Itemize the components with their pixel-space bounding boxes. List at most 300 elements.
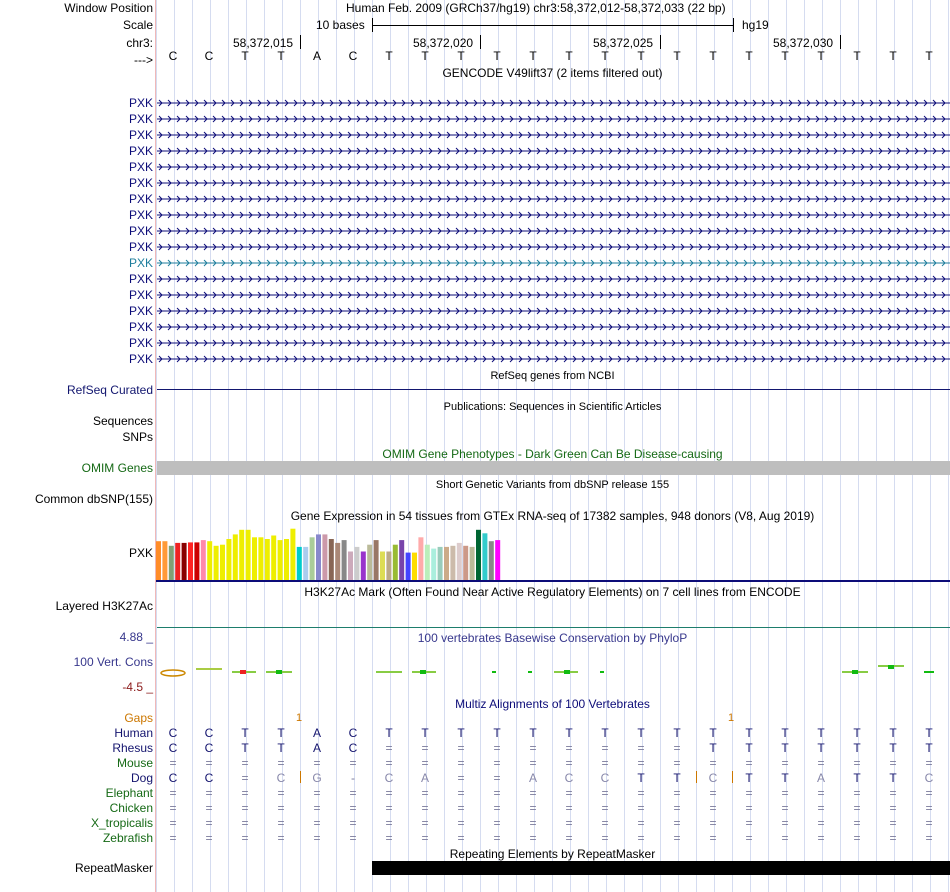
alignment-base: = (781, 756, 789, 770)
gtex-bar[interactable] (380, 552, 385, 581)
gtex-bar[interactable] (214, 546, 219, 580)
alignment-base: = (709, 801, 717, 815)
alignment-base: = (817, 831, 825, 845)
alignment-base: = (241, 831, 249, 845)
alignment-base: = (421, 801, 429, 815)
gtex-bar[interactable] (284, 539, 289, 580)
gtex-bar[interactable] (265, 539, 270, 580)
alignment-base: = (889, 756, 897, 770)
gtex-bar[interactable] (476, 530, 481, 580)
alignment-base: = (493, 831, 501, 845)
species-label[interactable]: Dog (130, 771, 153, 785)
alignment-base: = (385, 786, 393, 800)
gtex-bar[interactable] (450, 546, 455, 580)
alignment-base: = (169, 786, 177, 800)
alignment-base: = (637, 786, 645, 800)
gencode-transcript[interactable] (157, 226, 950, 236)
alignment-base: A (816, 771, 825, 785)
alignment-base: = (601, 801, 609, 815)
gtex-bar[interactable] (489, 541, 494, 580)
gencode-transcript[interactable] (157, 290, 950, 300)
alignment-base: = (745, 801, 753, 815)
gencode-gene-label[interactable]: PXK (128, 224, 153, 238)
gtex-bar[interactable] (239, 530, 244, 580)
gencode-transcript[interactable] (157, 242, 950, 252)
gencode-transcript[interactable] (157, 354, 950, 364)
publications-sequences-label[interactable]: Sequences (92, 414, 153, 428)
gtex-bar[interactable] (322, 534, 327, 580)
gtex-bar[interactable] (297, 547, 302, 580)
gap-count: 1 (296, 712, 303, 724)
gencode-gene-label[interactable]: PXK (128, 304, 153, 318)
gtex-bar[interactable] (495, 540, 500, 580)
alignment-base: = (457, 756, 465, 770)
phylop-label[interactable]: 100 Vert. Cons (73, 655, 153, 669)
alignment-base: = (529, 816, 537, 830)
gencode-transcript[interactable] (157, 258, 950, 268)
alignment-base: T (745, 771, 753, 785)
alignment-base: C (924, 771, 934, 785)
alignment-base: = (565, 741, 573, 755)
gtex-bar[interactable] (188, 542, 193, 580)
publications-snps-label[interactable]: SNPs (122, 430, 153, 444)
alignment-base: = (205, 801, 213, 815)
alignment-base: = (241, 816, 249, 830)
alignment-base: A (420, 771, 429, 785)
gencode-transcript[interactable] (157, 162, 950, 172)
alignment-base: = (673, 786, 681, 800)
refseq-title: RefSeq genes from NCBI (490, 370, 615, 382)
sequence-base: T (601, 49, 609, 63)
alignment-base: T (781, 726, 789, 740)
alignment-base: = (277, 801, 285, 815)
phylop-top: 4.88 _ (119, 630, 153, 644)
h3k27ac-label[interactable]: Layered H3K27Ac (55, 599, 153, 613)
alignment-base: = (493, 756, 501, 770)
alignment-base: C (384, 771, 394, 785)
gencode-transcript[interactable] (157, 146, 950, 156)
alignment-base: = (565, 756, 573, 770)
alignment-base: C (204, 726, 214, 740)
alignment-base: C (348, 741, 358, 755)
alignment-base: T (709, 726, 717, 740)
position-label: 58,372,020 (413, 36, 474, 50)
alignment-base: C (168, 771, 178, 785)
omim-title: OMIM Gene Phenotypes - Dark Green Can Be Disease-causing (382, 447, 723, 461)
alignment-base: = (529, 741, 537, 755)
gtex-bar[interactable] (271, 536, 276, 581)
alignment-base: = (421, 786, 429, 800)
alignment-base: = (385, 741, 393, 755)
sequence-base: T (925, 49, 933, 63)
gencode-gene-label[interactable]: PXK (128, 144, 153, 158)
gencode-gene-label[interactable]: PXK (128, 256, 153, 270)
alignment-base: = (529, 831, 537, 845)
alignment-base: = (385, 801, 393, 815)
position-label: 58,372,025 (593, 36, 654, 50)
gtex-bar[interactable] (162, 541, 167, 580)
alignment-base: = (925, 816, 933, 830)
alignment-base: = (673, 741, 681, 755)
alignment-base: = (385, 756, 393, 770)
scale-bar-right (733, 18, 734, 32)
alignment-base: = (781, 816, 789, 830)
gtex-bar[interactable] (233, 534, 238, 580)
species-label[interactable]: Zebrafish (102, 831, 153, 845)
alignment-base: = (745, 786, 753, 800)
gencode-gene-label[interactable]: PXK (128, 160, 153, 174)
gtex-bar[interactable] (438, 547, 443, 580)
alignment-base: A (312, 741, 321, 755)
gtex-title: Gene Expression in 54 tissues from GTEx RNA-seq of 17382 samples, 948 donors (V8, Aug 2019) (290, 509, 815, 523)
alignment-base: T (241, 726, 249, 740)
alignment-base: = (565, 801, 573, 815)
alignment-base: = (637, 816, 645, 830)
repeatmasker-label[interactable]: RepeatMasker (74, 861, 153, 875)
alignment-base: = (673, 831, 681, 845)
alignment-base: = (817, 756, 825, 770)
gencode-gene-label[interactable]: PXK (128, 96, 153, 110)
alignment-base: = (745, 756, 753, 770)
position-tick (480, 35, 481, 49)
gtex-bar[interactable] (386, 552, 391, 581)
scale-value: 10 bases (316, 18, 365, 32)
alignment-base: T (817, 726, 825, 740)
alignment-base: = (853, 831, 861, 845)
alignment-base: = (349, 786, 357, 800)
gencode-transcript[interactable] (157, 130, 950, 140)
alignment-base: T (745, 741, 753, 755)
sequence-base: C (168, 49, 178, 63)
alignment-base: = (925, 756, 933, 770)
repeatmasker-feature[interactable] (372, 861, 950, 875)
species-label[interactable]: X_tropicalis (90, 816, 153, 830)
gtex-bar[interactable] (278, 540, 283, 580)
alignment-base: = (349, 756, 357, 770)
gtex-bar[interactable] (258, 537, 263, 580)
gtex-chart (156, 523, 950, 581)
alignment-base: C (600, 771, 610, 785)
refseq-label[interactable]: RefSeq Curated (66, 383, 153, 397)
gencode-gene-label[interactable]: PXK (128, 128, 153, 142)
alignment-base: = (169, 756, 177, 770)
window-position-value: Human Feb. 2009 (GRCh37/hg19) chr3:58,372,012-58,372,033 (22 bp) (346, 1, 726, 15)
alignment-base: = (565, 831, 573, 845)
alignment-base: T (745, 726, 753, 740)
alignment-base: = (637, 801, 645, 815)
window-position-label: Window Position (64, 1, 153, 15)
sequence-base: T (493, 49, 501, 63)
gencode-gene-label[interactable]: PXK (128, 240, 153, 254)
sequence-base: T (781, 49, 789, 63)
alignment-base: = (349, 801, 357, 815)
species-label[interactable]: Mouse (116, 756, 153, 770)
gtex-bar[interactable] (399, 540, 404, 580)
alignment-base: = (817, 801, 825, 815)
gtex-bar[interactable] (207, 541, 212, 580)
alignment-base: = (781, 786, 789, 800)
alignment-base: = (385, 816, 393, 830)
alignment-base: = (637, 741, 645, 755)
gtex-bar[interactable] (335, 543, 340, 580)
gtex-bar[interactable] (290, 529, 295, 580)
gencode-transcript[interactable] (157, 98, 950, 108)
alignment-base: T (817, 741, 825, 755)
alignment-base: = (601, 756, 609, 770)
strand-label: ---> (134, 53, 153, 67)
alignment-base: T (853, 771, 861, 785)
gtex-bar[interactable] (156, 541, 161, 580)
sequence-base: T (565, 49, 573, 63)
gencode-gene-label[interactable]: PXK (128, 320, 153, 334)
alignment-base: C (276, 771, 286, 785)
gaps-label: Gaps (124, 711, 153, 725)
alignment-base: = (709, 756, 717, 770)
alignment-base: = (313, 786, 321, 800)
position-label: 58,372,015 (233, 36, 294, 50)
alignment-base: = (205, 786, 213, 800)
alignment-base: = (817, 816, 825, 830)
alignment-base: C (204, 741, 214, 755)
alignment-base: T (925, 726, 933, 740)
dbsnp-title: Short Genetic Variants from dbSNP release 155 (435, 479, 670, 491)
gtex-bar[interactable] (361, 552, 366, 581)
gtex-bar[interactable] (226, 539, 231, 580)
sequence-base: T (457, 49, 465, 63)
gtex-bar[interactable] (316, 534, 321, 580)
gencode-transcript[interactable] (157, 114, 950, 124)
omim-label[interactable]: OMIM Genes (81, 461, 153, 475)
position-tick (840, 35, 841, 49)
alignment-base: = (709, 786, 717, 800)
alignment-base: = (853, 801, 861, 815)
alignment-base: G (312, 771, 322, 785)
alignment-base: T (241, 741, 249, 755)
gtex-bar[interactable] (348, 552, 353, 581)
alignment-base: = (889, 801, 897, 815)
alignment-base: = (277, 756, 285, 770)
sequence-base: C (204, 49, 214, 63)
sequence-base: T (889, 49, 897, 63)
alignment-base: T (673, 771, 681, 785)
alignment-base: T (637, 726, 645, 740)
gtex-bar[interactable] (220, 545, 225, 580)
sequence-base: C (348, 49, 358, 63)
alignment-base: = (313, 831, 321, 845)
chrom-label: chr3: (126, 36, 153, 50)
alignment-base: = (529, 801, 537, 815)
phylop-title: 100 vertebrates Basewise Conservation by PhyloP (417, 631, 688, 645)
sequence-base: T (853, 49, 861, 63)
species-label[interactable]: Rhesus (112, 741, 153, 755)
gtex-bar[interactable] (329, 539, 334, 580)
alignment-base: = (205, 756, 213, 770)
gtex-bar[interactable] (444, 547, 449, 580)
alignment-base: = (925, 831, 933, 845)
alignment-base: C (708, 771, 718, 785)
gtex-bar[interactable] (182, 543, 187, 580)
alignment-base: = (637, 831, 645, 845)
sequence-base: T (529, 49, 537, 63)
alignment-base: = (853, 816, 861, 830)
gtex-bar[interactable] (418, 537, 423, 580)
gtex-baseline (156, 580, 950, 582)
alignment-base: = (349, 816, 357, 830)
alignment-base: T (637, 771, 645, 785)
gencode-transcript[interactable] (157, 210, 950, 220)
alignment-base: = (925, 786, 933, 800)
alignment-base: T (709, 741, 717, 755)
position-tick (660, 35, 661, 49)
scale-bar (372, 25, 734, 26)
species-label[interactable]: Chicken (109, 801, 153, 815)
alignment-base: = (673, 801, 681, 815)
gtex-bar[interactable] (303, 547, 308, 580)
alignment-base: A (312, 726, 321, 740)
alignment-base: = (565, 786, 573, 800)
gtex-bar[interactable] (463, 546, 468, 580)
gencode-transcript[interactable] (157, 338, 950, 348)
alignment-base: = (241, 771, 249, 785)
gtex-bar[interactable] (252, 537, 257, 580)
alignment-base: = (745, 831, 753, 845)
alignment-base: T (925, 741, 933, 755)
gtex-bar[interactable] (393, 545, 398, 580)
alignment-base: - (351, 771, 355, 785)
species-label[interactable]: Elephant (105, 786, 153, 800)
gtex-bar[interactable] (431, 549, 436, 580)
alignment-base: C (204, 771, 214, 785)
refseq-line (157, 389, 950, 390)
gtex-bar[interactable] (406, 553, 411, 580)
gencode-gene-label[interactable]: PXK (128, 208, 153, 222)
alignment-base: T (385, 726, 393, 740)
alignment-base: T (889, 726, 897, 740)
alignment-base: = (385, 831, 393, 845)
gencode-gene-label[interactable]: PXK (128, 192, 153, 206)
alignment-base: T (277, 741, 285, 755)
alignment-base: C (564, 771, 574, 785)
gtex-bar[interactable] (457, 543, 462, 580)
gtex-bar[interactable] (425, 545, 430, 580)
gtex-bar[interactable] (342, 540, 347, 580)
alignment-base: = (457, 741, 465, 755)
gencode-gene-label[interactable]: PXK (128, 272, 153, 286)
alignment-base: = (781, 801, 789, 815)
alignment-base: = (493, 741, 501, 755)
gencode-gene-label[interactable]: PXK (128, 288, 153, 302)
gtex-bar[interactable] (367, 545, 372, 580)
gtex-bar[interactable] (194, 542, 199, 580)
sequence-base: T (277, 49, 285, 63)
alignment-base: = (889, 816, 897, 830)
alignment-base: T (889, 741, 897, 755)
repeatmasker-title: Repeating Elements by RepeatMasker (449, 847, 656, 861)
h3k27ac-title: H3K27Ac Mark (Often Found Near Active Regulatory Elements) on 7 cell lines from ENCODE (304, 585, 801, 599)
species-label[interactable]: Human (114, 726, 153, 740)
alignment-base: T (889, 771, 897, 785)
gtex-bar[interactable] (470, 547, 475, 580)
gtex-bar[interactable] (482, 533, 487, 580)
gencode-transcript[interactable] (157, 306, 950, 316)
alignment-base: T (673, 726, 681, 740)
dbsnp-label[interactable]: Common dbSNP(155) (34, 492, 153, 506)
alignment-base: C (168, 741, 178, 755)
gtex-bar[interactable] (354, 547, 359, 580)
alignment-base: = (493, 816, 501, 830)
alignment-base: = (277, 786, 285, 800)
alignment-base: = (277, 831, 285, 845)
alignment-base: T (277, 726, 285, 740)
alignment-base: T (853, 741, 861, 755)
alignment-base: = (277, 816, 285, 830)
alignment-base: = (421, 831, 429, 845)
publications-title: Publications: Sequences in Scientific Articles (443, 401, 662, 413)
gencode-gene-label[interactable]: PXK (128, 352, 153, 366)
gencode-gene-label[interactable]: PXK (128, 336, 153, 350)
alignment-base: = (709, 831, 717, 845)
alignment-base: = (853, 786, 861, 800)
alignment-base: = (601, 741, 609, 755)
alignment-base: = (169, 801, 177, 815)
multiz-title: Multiz Alignments of 100 Vertebrates (455, 697, 650, 711)
alignment-base: = (205, 816, 213, 830)
gencode-transcript[interactable] (157, 178, 950, 188)
alignment-base: = (313, 801, 321, 815)
insertion-marker (696, 771, 697, 783)
label-divider (155, 0, 156, 892)
insertion-marker (732, 771, 733, 783)
gtex-bar[interactable] (374, 540, 379, 580)
alignment-base: = (205, 831, 213, 845)
alignment-base: = (817, 786, 825, 800)
alignment-base: = (457, 771, 465, 785)
gtex-bar[interactable] (175, 543, 180, 580)
alignment-base: C (168, 726, 178, 740)
alignment-base: = (673, 756, 681, 770)
sequence-base: T (421, 49, 429, 63)
gtex-gene-label[interactable]: PXK (128, 546, 153, 560)
alignment-base: = (313, 816, 321, 830)
alignment-base: = (601, 786, 609, 800)
gencode-transcript[interactable] (157, 194, 950, 204)
sequence-base: A (312, 49, 321, 63)
gencode-gene-label[interactable]: PXK (128, 112, 153, 126)
alignment-base: = (601, 816, 609, 830)
omim-feature[interactable] (157, 461, 950, 475)
gencode-transcript[interactable] (157, 274, 950, 284)
phylop-signal (156, 660, 950, 684)
alignment-base: = (493, 771, 501, 785)
alignment-base: = (457, 786, 465, 800)
gtex-bar[interactable] (169, 546, 174, 580)
gtex-bar[interactable] (201, 540, 206, 580)
sequence-base: T (637, 49, 645, 63)
sequence-base: T (709, 49, 717, 63)
alignment-base: T (781, 741, 789, 755)
gencode-transcript[interactable] (157, 322, 950, 332)
alignment-base: = (241, 801, 249, 815)
alignment-base: T (601, 726, 609, 740)
alignment-base: T (493, 726, 501, 740)
gtex-bar[interactable] (310, 537, 315, 580)
alignment-base: T (421, 726, 429, 740)
gtex-bar[interactable] (412, 553, 417, 580)
gtex-bar[interactable] (246, 530, 251, 580)
alignment-base: = (169, 816, 177, 830)
gencode-gene-label[interactable]: PXK (128, 176, 153, 190)
phylop-bottom: -4.5 _ (122, 680, 153, 694)
